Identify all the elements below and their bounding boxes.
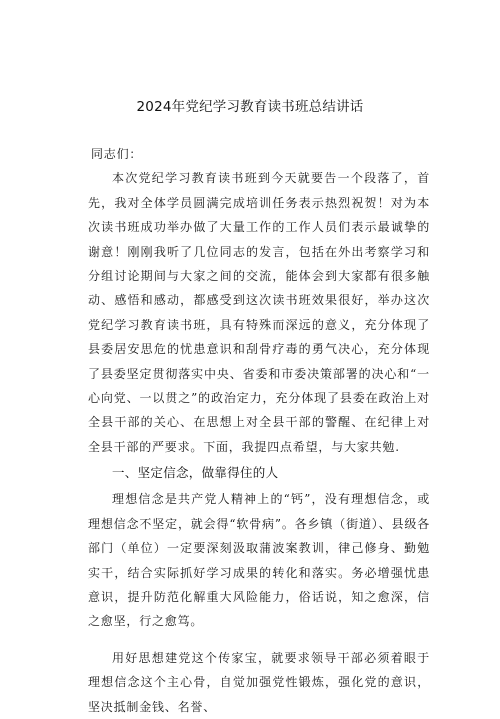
salutation: 同志们： [91, 147, 143, 161]
section-heading: 一、坚定信念，做靠得住的人 [112, 465, 279, 481]
body-paragraph: 用好思想建党这个传家宝，就要求领导干部必须着眼于理想信念这个主心骨，自觉加强党性锻炼，强化党的意识，坚决抵制金钱、名誉、 [88, 650, 430, 714]
body-paragraph: 理想信念是共产党人精神上的“钙”，没有理想信念，或理想信念不坚定，就会得“软骨病”。各乡镇（街道）、县级各部门（单位）一定要深刻汲取蒲波案教训，律己修身、勤勉实干，结合实际抓好学习成果的转化和落实。务必增强忧患意识，提升防范化解重大风险能力，俗话说，知之愈深，信之愈坚，行之愈笃。 [88, 492, 430, 629]
document-body [88, 142, 430, 719]
body-paragraph: 本次党纪学习教育读书班到今天就要告一个段落了，首先，我对全体学员圆满完成培训任务表示热烈祝贺！对为本次读书班成功举办做了大量工作的工作人员们表示最诚挚的谢意！刚刚我听了几位同志的发言，包括在外出考察学习和分组讨论期间与大家之间的交流，能体会到大家都有很多触动、感悟和感动，都感受到这次读书班效果很好，举办这次党纪学习教育读书班，具有特殊而深远的意义，充分体现了县委居安思危的忧患意识和刮骨疗毒的勇气决心，充分体现了县委坚定贯彻落实中央、省委和市委决策部署的决心和“一心向党、一以贯之”的政治定力，充分体现了县委在政治上对全县干部的关心、在思想上对全县干部的警醒、在纪律上对全县干部的严要求。下面，我提四点希望，与大家共勉. [88, 171, 430, 454]
document-title: 2024年党纪学习教育读书班总结讲话 [136, 99, 364, 115]
